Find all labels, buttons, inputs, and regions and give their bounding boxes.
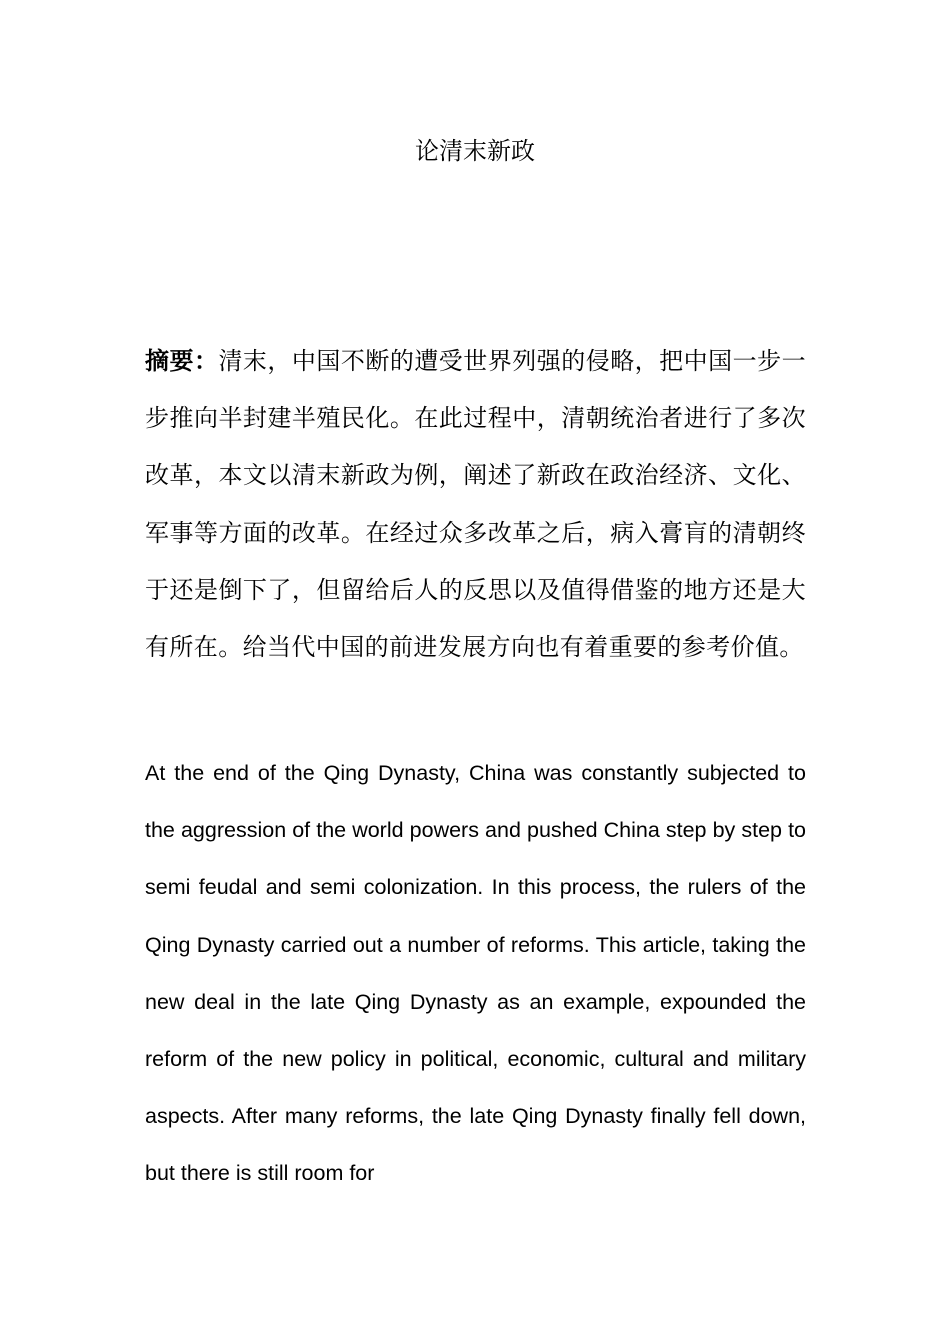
abstract-chinese-text: 清末，中国不断的遭受世界列强的侵略，把中国一步一步推向半封建半殖民化。在此过程中，清朝统治者进行了多次改革，本文以清末新政为例，阐述了新政在政治经济、文化、军事等方面的改革。在经过众多改革之后，病入膏肓的清朝终于还是倒下了，但留给后人的反思以及值得借鉴的地方还是大有所在。给当代中国的前进发展方向也有着重要的参考价值。 [145, 347, 806, 662]
document-title: 论清末新政 [415, 137, 535, 165]
abstract-label: 摘要： [145, 347, 219, 375]
abstract-chinese [145, 333, 806, 676]
abstract-english: At the end of the Qing Dynasty, China was constantly subjected to the aggression of the world powers and pushed China step by step to semi feudal and semi colonization. In this process, the rulers of the Qing Dynasty carried out a number of reforms. This article, taking the new deal in the late Qing Dynasty as an example, expounded the reform of the new policy in political, economic, cultural and military aspects. After many reforms, the late Qing Dynasty finally fell down, but there is still room for [145, 761, 806, 1186]
